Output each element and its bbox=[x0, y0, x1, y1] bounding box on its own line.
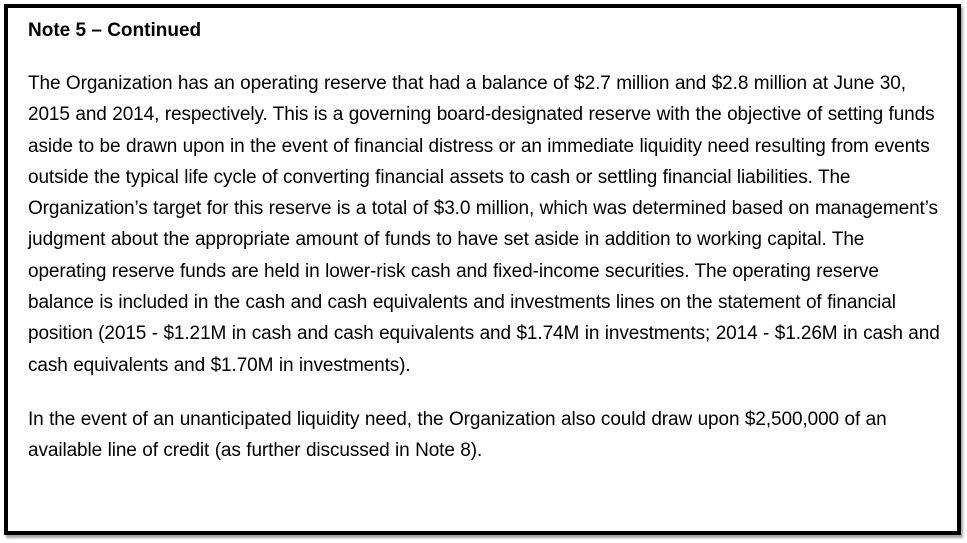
note-content bbox=[28, 19, 943, 467]
note-document-frame bbox=[4, 4, 961, 535]
note-paragraph-operating-reserve: The Organization has an operating reserve that had a balance of $2.7 million and $2.8 million at June 30, 2015 and 2014, respectively. This is a governing board-designated reserve with the objective of setting funds aside to be drawn upon in the event of financial distress or an immediate liquidity need resulting from events outside the typical life cycle of converting financial assets to cash or settling financial liabilities. The Organization’s target for this reserve is a total of $3.0 million, which was determined based on management’s judgment about the appropriate amount of funds to have set aside in addition to working capital. The operating reserve funds are held in lower-risk cash and fixed-income securities. The operating reserve balance is included in the cash and cash equivalents and investments lines on the statement of financial position (2015 - $1.21M in cash and cash equivalents and $1.74M in investments; 2014 - $1.26M in cash and cash equivalents and $1.70M in investments). bbox=[28, 73, 940, 376]
note-heading: Note 5 – Continued bbox=[28, 20, 202, 41]
note-paragraph-line-of-credit: In the event of an unanticipated liquidity need, the Organization also could draw upon $2,500,000 of an available line of credit (as further discussed in Note 8). bbox=[28, 408, 887, 462]
